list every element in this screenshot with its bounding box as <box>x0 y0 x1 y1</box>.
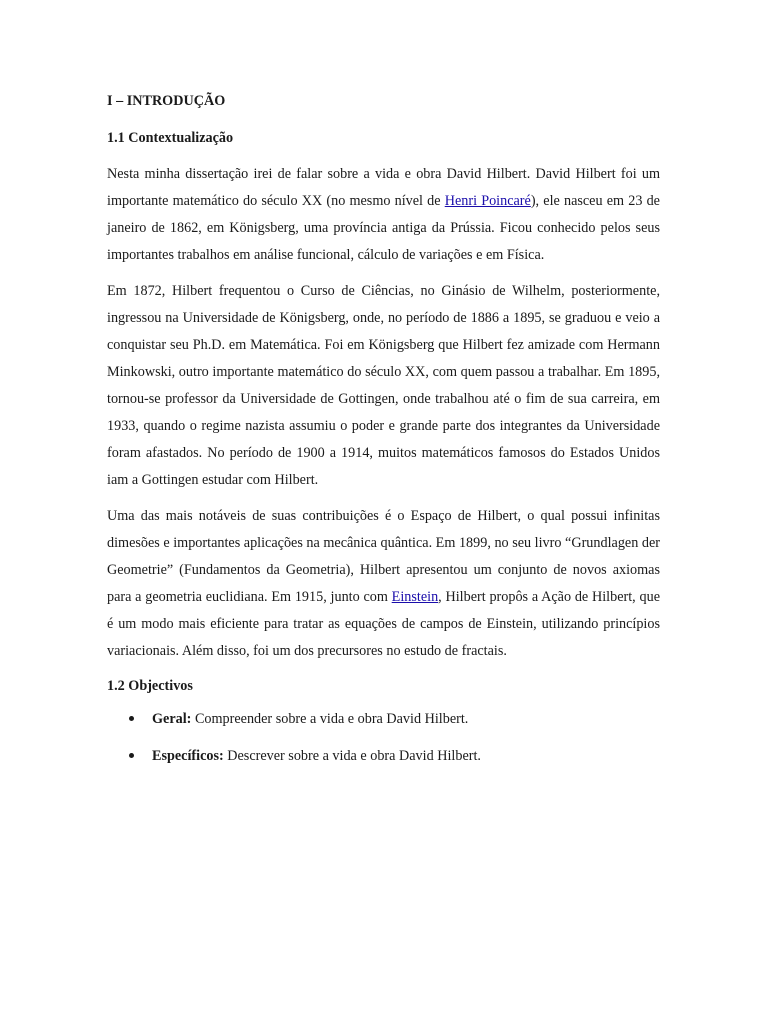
objective-label: Geral: <box>152 711 192 727</box>
section-heading-introduction: I – INTRODUÇÃO <box>107 93 226 109</box>
objectives-list <box>107 709 660 766</box>
objective-text: Compreender sobre a vida e obra David Hilbert. <box>191 711 469 727</box>
paragraph-contributions <box>107 503 660 665</box>
bullet-icon <box>129 753 134 758</box>
objective-label: Específicos: <box>152 748 224 764</box>
list-item-objective-general <box>107 709 660 729</box>
link-einstein[interactable]: Einstein <box>391 589 439 605</box>
paragraph-biography: Em 1872, Hilbert frequentou o Curso de Ciências, no Ginásio de Wilhelm, posteriormente, ingressou na Universidade de Königsberg, onde, no período de 1886 a 1895, se graduou e veio a conquistar seu Ph.D. em Matemática. Foi em Königsberg que Hilbert fez amizade com Hermann Minkowski, outro importante matemático do século XX, com quem passou a trabalhar. Em 1895, tornou-se professor da Universidade de Gottingen, onde trabalhou até o fim de sua carreira, em 1933, quando o regime nazista assumiu o poder e grande parte dos integrantes da Universidade foram afastados. No período de 1900 a 1914, muitos matemáticos famosos do Estados Unidos iam a Gottingen estudar com Hilbert. <box>107 283 660 488</box>
bullet-icon <box>129 716 134 721</box>
paragraph-intro <box>107 161 660 269</box>
list-item-objective-specific <box>107 746 660 766</box>
document-page <box>107 91 660 783</box>
paragraph-intro-text-2: ), ele nasceu em 23 de janeiro de 1862, em Königsberg, uma província antiga da Prússia. Ficou conhecido pelos seus importantes trabalhos em análise funcional, cálculo de variações e em Física. <box>107 193 660 263</box>
subsection-heading-context: 1.1 Contextualização <box>107 130 234 146</box>
link-henri-poincare[interactable]: Henri Poincaré <box>444 193 531 209</box>
subsection-heading-objectives: 1.2 Objectivos <box>107 678 193 694</box>
paragraph-contributions-text-1: Uma das mais notáveis de suas contribuições é o Espaço de Hilbert, o qual possui infinitas dimesões e importantes aplicações na mecânica quântica. Em 1899, no seu livro “Grundlagen der Geometrie” (Fundamentos da Geometria), Hilbert apresentou um conjunto de novos axiomas para a geometria euclidiana. Em 1915, junto com <box>107 508 660 605</box>
paragraph-intro-text-1: Nesta minha dissertação irei de falar sobre a vida e obra David Hilbert. David Hilbert foi um importante matemático do século XX (no mesmo nível de <box>107 166 660 209</box>
objective-text: Descrever sobre a vida e obra David Hilbert. <box>223 748 481 764</box>
paragraph-contributions-text-2: , Hilbert propôs a Ação de Hilbert, que é um modo mais eficiente para tratar as equações de campos de Einstein, utilizando princípios variacionais. Além disso, foi um dos precursores no estudo de fractais. <box>107 589 660 659</box>
